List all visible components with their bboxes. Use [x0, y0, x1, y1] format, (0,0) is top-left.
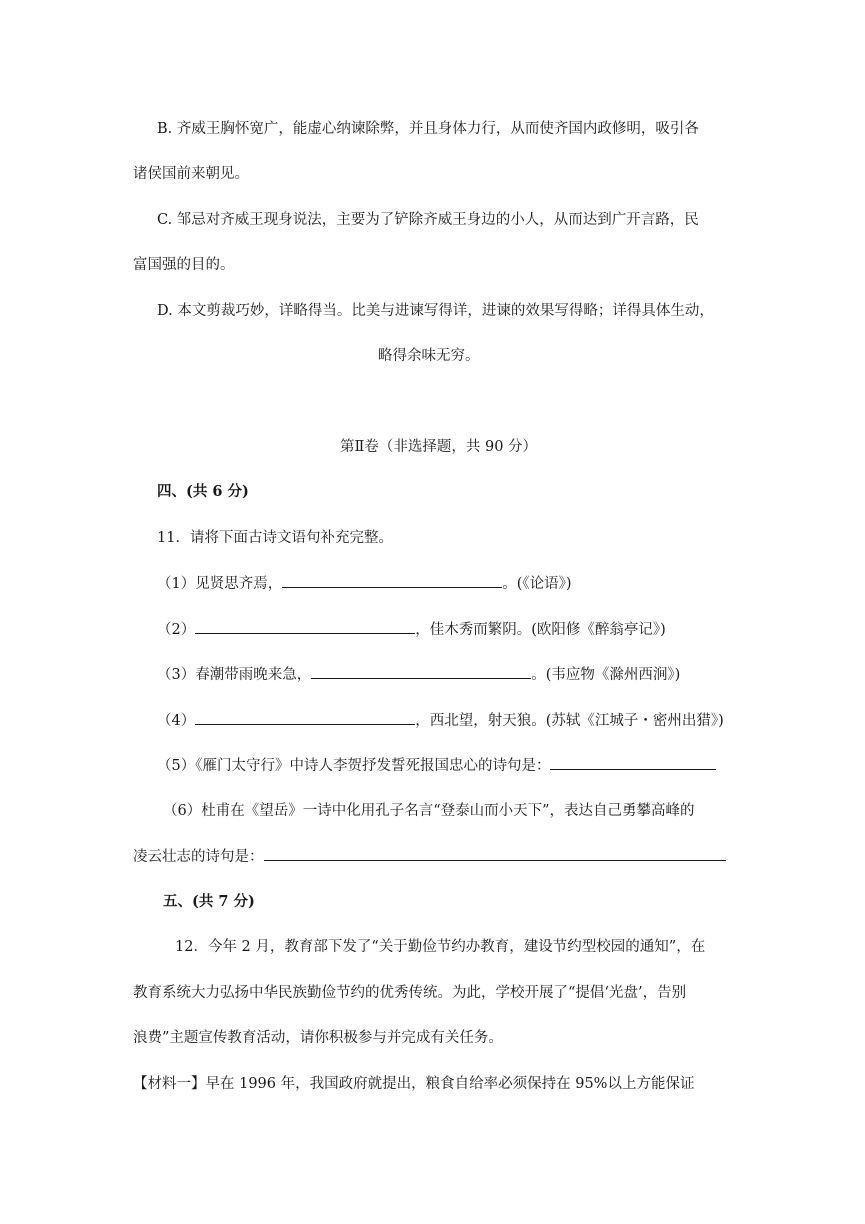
answer-blank-5[interactable] [550, 755, 716, 770]
section4-heading: 四、(共 6 分) [157, 483, 249, 500]
fill-item-5 [157, 755, 716, 776]
section5-heading: 五、(共 7 分) [163, 893, 255, 910]
item5-text: （5）《雁门太守行》中诗人李贺抒发誓死报国忠心的诗句是： [157, 758, 551, 774]
answer-blank-6[interactable] [264, 846, 726, 861]
fill-item-3 [157, 664, 680, 685]
question-12-line3: 浪费”主题宣传教育活动，请你积极参与并完成有关任务。 [133, 1030, 503, 1046]
item1-suffix: 。(《论语》) [502, 576, 572, 592]
option-d-line1: D. 本文剪裁巧妙，详略得当。比美与进谏写得详，进谏的效果写得略；详得具体生动， [157, 303, 714, 319]
fill-item-4 [157, 710, 724, 731]
option-b-line2: 诸侯国前来朝见。 [133, 166, 249, 182]
fill-item-2 [157, 619, 666, 640]
item3-suffix: 。(韦应物《滁州西涧》) [531, 667, 681, 683]
answer-blank-2[interactable] [195, 619, 415, 634]
item4-suffix: ，西北望，射天狼。(苏轼《江城子・密州出猎》) [415, 713, 724, 729]
answer-blank-3[interactable] [311, 664, 531, 679]
item3-prefix: （3）春潮带雨晚来急， [157, 667, 312, 683]
question-12-line1: 12．今年 2 月，教育部下发了“关于勤俭节约办教育，建设节约型校园的通知”，在 [175, 939, 706, 955]
option-c-line1: C. 邹忌对齐威王现身说法，主要为了铲除齐威王身边的小人，从而达到广开言路，民 [157, 212, 699, 228]
item1-prefix: （1）见贤思齐焉， [157, 576, 283, 592]
item2-prefix: （2） [157, 622, 196, 638]
fill-item-6-line2 [133, 846, 726, 867]
fill-item-1 [157, 573, 572, 594]
item6-text: 凌云壮志的诗句是： [133, 849, 264, 865]
answer-blank-1[interactable] [282, 573, 502, 588]
option-d-line2: 略得余味无穷。 [378, 348, 480, 364]
item4-prefix: （4） [157, 713, 196, 729]
question-11: 11．请将下面古诗文语句补充完整。 [157, 530, 393, 546]
fill-item-6-line1: （6）杜甫在《望岳》一诗中化用孔子名言“登泰山而小天下”，表达自己勇攀高峰的 [163, 803, 695, 819]
option-b-line1: B. 齐威王胸怀宽广，能虚心纳谏除弊，并且身体力行，从而使齐国内政修明，吸引各 [157, 121, 699, 137]
volume-title: 第Ⅱ卷（非选择题，共 90 分） [340, 439, 538, 455]
question-12-line2: 教育系统大力弘扬中华民族勤俭节约的优秀传统。为此，学校开展了“提倡‘光盘’，告别 [133, 985, 687, 1001]
material-1: 【材料一】早在 1996 年，我国政府就提出，粮食自给率必须保持在 95%以上方能保证 [133, 1076, 695, 1092]
option-c-line2: 富国强的目的。 [133, 257, 235, 273]
answer-blank-4[interactable] [195, 710, 415, 725]
item2-suffix: ，佳木秀而繁阴。(欧阳修《醉翁亭记》) [415, 622, 666, 638]
